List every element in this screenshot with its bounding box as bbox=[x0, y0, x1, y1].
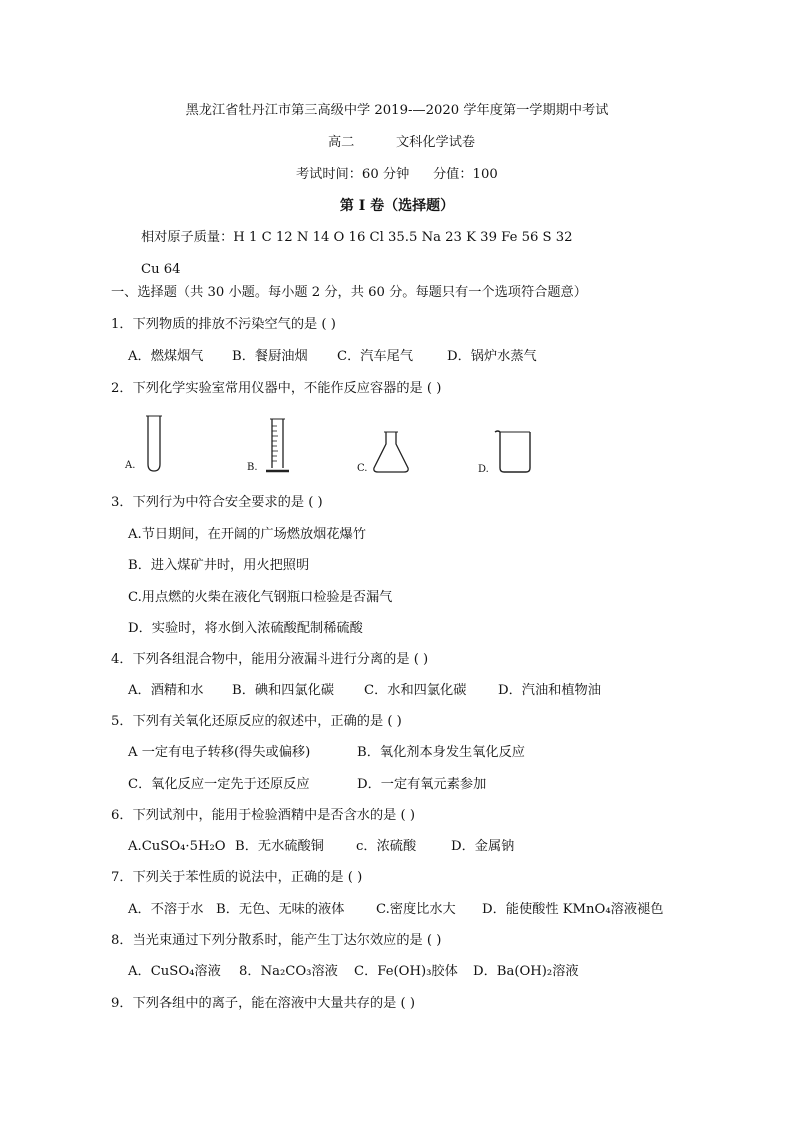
q7-option-d: D．能使酸性 KMnO₄溶液褪色 bbox=[482, 902, 664, 917]
q3-option-a: A.节日期间，在开阔的广场燃放烟花爆竹 bbox=[128, 527, 366, 542]
q7-option-a: A．不溶于水 bbox=[128, 902, 204, 917]
q5-option-c: C．氧化反应一定先于还原反应 bbox=[128, 777, 310, 792]
q5-option-d: D．一定有氧元素参加 bbox=[357, 777, 487, 792]
question-5-stem: 5．下列有关氧化还原反应的叙述中，正确的是 ( ) bbox=[111, 714, 402, 729]
q8-option-a: A．CuSO₄溶液 bbox=[128, 964, 221, 979]
q6-option-c: c．浓硫酸 bbox=[356, 839, 417, 854]
question-4-stem: 4．下列各组混合物中，能用分液漏斗进行分离的是 ( ) bbox=[111, 652, 429, 667]
test-tube-figure bbox=[143, 414, 165, 474]
exam-score: 分值：100 bbox=[433, 167, 498, 182]
q1-option-a: A．燃煤烟气 bbox=[128, 349, 204, 364]
q2-option-a-label: A. bbox=[125, 460, 136, 471]
question-1-stem: 1．下列物质的排放不污染空气的是 ( ) bbox=[111, 317, 336, 332]
exam-time: 考试时间：60 分钟 bbox=[296, 167, 410, 182]
q4-option-c: C．水和四氯化碳 bbox=[364, 683, 467, 698]
q5-option-a: A 一定有电子转移(得失或偏移) bbox=[128, 745, 311, 760]
question-9-stem: 9．下列各组中的离子，能在溶液中大量共存的是 ( ) bbox=[111, 996, 415, 1011]
q8-option-b: 8．Na₂CO₃溶液 bbox=[239, 964, 338, 979]
exam-title: 黑龙江省牡丹江市第三高级中学 2019-—2020 学年度第一学期期中考试 bbox=[185, 103, 609, 118]
q2-option-d-label: D. bbox=[478, 464, 489, 475]
beaker-figure bbox=[492, 428, 536, 476]
q7-option-c: C.密度比水大 bbox=[376, 902, 456, 917]
question-2-stem: 2．下列化学实验室常用仪器中，不能作反应容器的是 ( ) bbox=[111, 381, 442, 396]
q2-option-b-label: B. bbox=[247, 462, 258, 473]
q2-option-c-label: C. bbox=[357, 463, 368, 474]
q8-option-d: D．Ba(OH)₂溶液 bbox=[473, 964, 579, 979]
section-heading: 一、选择题（共 30 小题。每小题 2 分，共 60 分。每题只有一个选项符合题意） bbox=[111, 285, 587, 300]
graduated-cylinder-figure bbox=[263, 416, 293, 478]
q4-option-b: B．碘和四氯化碳 bbox=[232, 683, 335, 698]
q3-option-b: B．进入煤矿井时，用火把照明 bbox=[128, 558, 310, 573]
atomic-mass-line-1: 相对原子质量：H 1 C 12 N 14 O 16 Cl 35.5 Na 23 K 39 Fe 56 S 32 bbox=[141, 230, 573, 245]
question-7-stem: 7．下列关于苯性质的说法中，正确的是 ( ) bbox=[111, 870, 363, 885]
question-3-stem: 3．下列行为中符合安全要求的是 ( ) bbox=[111, 495, 323, 510]
subject-label: 文科化学试卷 bbox=[396, 135, 476, 150]
grade-label: 高二 bbox=[328, 135, 355, 150]
q8-option-c: C．Fe(OH)₃胶体 bbox=[354, 964, 458, 979]
q3-option-d: D．实验时，将水倒入浓硫酸配制稀硫酸 bbox=[128, 621, 363, 636]
q1-option-d: D．锅炉水蒸气 bbox=[447, 349, 537, 364]
question-8-stem: 8．当光束通过下列分散系时，能产生丁达尔效应的是 ( ) bbox=[111, 933, 442, 948]
q6-option-d: D．金属钠 bbox=[451, 839, 515, 854]
q6-option-a: A.CuSO₄·5H₂O bbox=[128, 839, 226, 854]
conical-flask-figure bbox=[370, 430, 412, 476]
q1-option-b: B．餐厨油烟 bbox=[232, 349, 308, 364]
q5-option-b: B．氧化剂本身发生氧化反应 bbox=[357, 745, 525, 760]
q4-option-d: D．汽油和植物油 bbox=[498, 683, 601, 698]
atomic-mass-line-2: Cu 64 bbox=[141, 262, 181, 277]
q7-option-b: B．无色、无味的液体 bbox=[216, 902, 345, 917]
part-title: 第 I 卷（选择题） bbox=[339, 198, 455, 214]
q6-option-b: B．无水硫酸铜 bbox=[235, 839, 324, 854]
question-6-stem: 6．下列试剂中，能用于检验酒精中是否含水的是 ( ) bbox=[111, 808, 415, 823]
q3-option-c: C.用点燃的火柴在液化气钢瓶口检验是否漏气 bbox=[128, 590, 393, 605]
q4-option-a: A．酒精和水 bbox=[128, 683, 204, 698]
q1-option-c: C．汽车尾气 bbox=[337, 349, 414, 364]
